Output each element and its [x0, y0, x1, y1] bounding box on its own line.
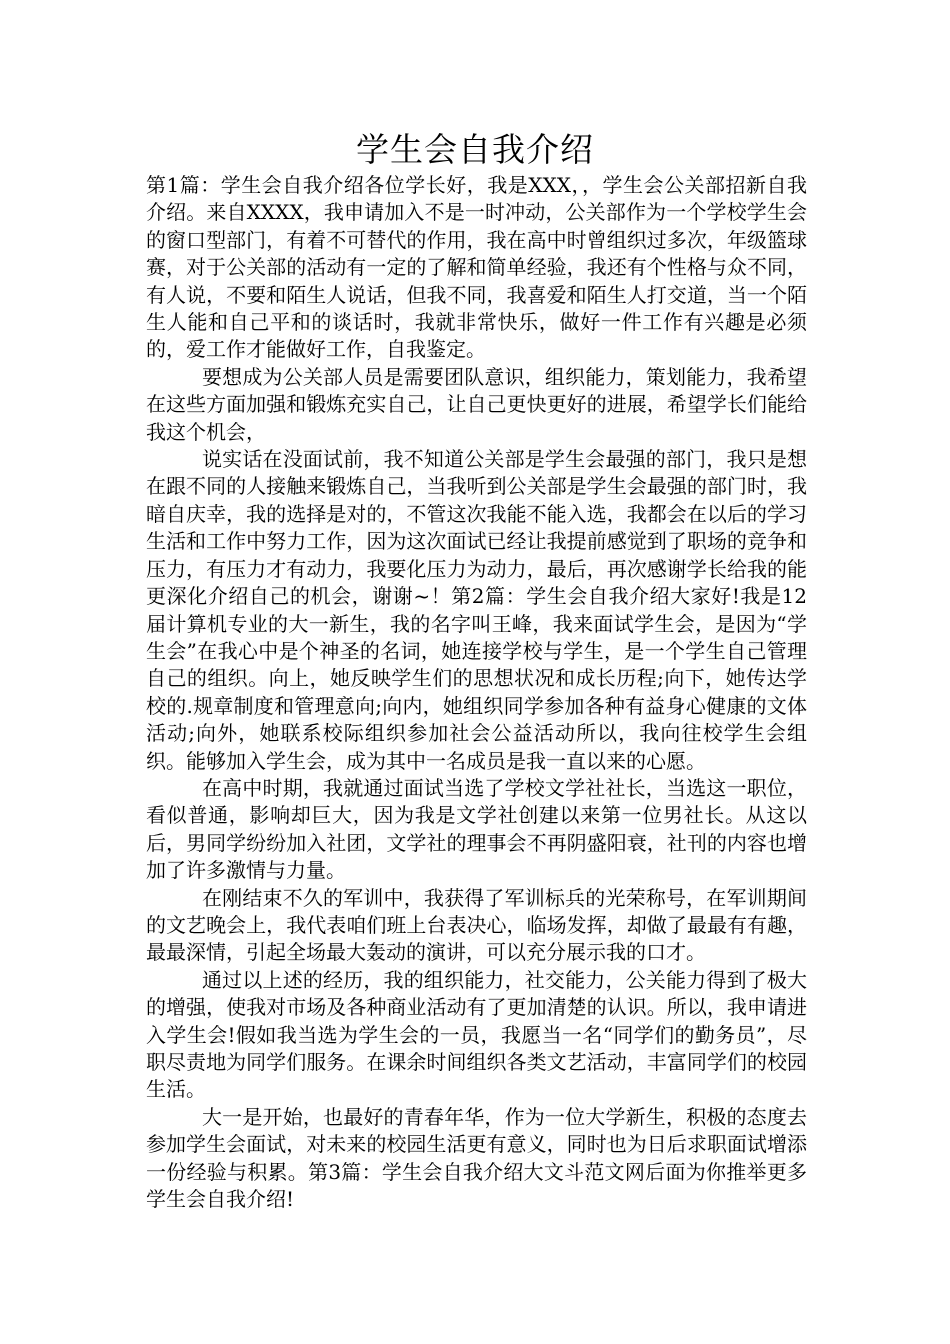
- paragraph-6: 通过以上述的经历，我的组织能力，社交能力，公关能力得到了极大的增强，使我对市场及各种商业活动有了更加清楚的认识。所以，我申请进入学生会!假如我当选为学生会的一员，我愿当一名“同学们的勤务员”，尽职尽责地为同学们服务。在课余时间组织各类文艺活动，丰富同学们的校园生活。: [146, 967, 807, 1102]
- paragraph-7: 大一是开始，也最好的青春年华，作为一位大学新生，积极的态度去参加学生会面试，对未来的校园生活更有意义，同时也为日后求职面试增添一份经验与积累。第3篇：学生会自我介绍大文斗范文网后面为你推举更多学生会自我介绍!: [146, 1104, 807, 1212]
- document-body: [146, 172, 807, 1213]
- paragraph-4: 在高中时期，我就通过面试当选了学校文学社社长，当选这一职位，看似普通，影响却巨大，因为我是文学社创建以来第一位男社长。从这以后，男同学纷纷加入社团，文学社的理事会不再阴盛阳衰，社刊的内容也增加了许多激情与力量。: [146, 775, 807, 883]
- paragraph-5: 在刚结束不久的军训中，我获得了军训标兵的光荣称号，在军训期间的文艺晚会上，我代表咱们班上台表决心，临场发挥，却做了最最有有趣，最最深情，引起全场最大轰动的演讲，可以充分展示我的口才。: [146, 885, 807, 965]
- paragraph-1: 第1篇：学生会自我介绍各位学长好，我是XXX，，学生会公关部招新自我介绍。来自XXXX，我申请加入不是一时冲动，公关部作为一个学校学生会的窗口型部门，有着不可替代的作用，我在高中时曾组织过多次，年级篮球赛，对于公关部的活动有一定的了解和简单经验，我还有个性格与众不同，有人说，不要和陌生人说话，但我不同，我喜爱和陌生人打交道，当一个陌生人能和自己平和的谈话时，我就非常快乐，做好一件工作有兴趣是必须的，爱工作才能做好工作，自我鉴定。: [146, 173, 807, 362]
- paragraph-2: 要想成为公关部人员是需要团队意识，组织能力，策划能力，我希望在这些方面加强和锻炼充实自己，让自己更快更好的进展，希望学长们能给我这个机会，: [146, 364, 807, 444]
- paragraph-3: 说实话在没面试前，我不知道公关部是学生会最强的部门，我只是想在跟不同的人接触来锻炼自己，当我听到公关部是学生会最强的部门时，我暗自庆幸，我的选择是对的，不管这次我能不能入选，我都会在以后的学习生活和工作中努力工作，因为这次面试已经让我提前感觉到了职场的竞争和压力，有压力才有动力，我要化压力为动力，最后，再次感谢学长给我的能更深化介绍自己的机会，谢谢~！第2篇：学生会自我介绍大家好!我是12届计算机专业的大一新生，我的名字叫王峰，我来面试学生会，是因为“学生会”在我心中是个神圣的名词，她连接学校与学生，是一个学生自己管理自己的组织。向上，她反映学生们的思想状况和成长历程;向下，她传达学校的.规章制度和管理意向;向内，她组织同学参加各种有益身心健康的文体活动;向外，她联系校际组织参加社会公益活动所以，我向往校学生会组织。能够加入学生会，成为其中一名成员是我一直以来的心愿。: [146, 447, 807, 773]
- document-title: 学生会自我介绍: [356, 130, 594, 169]
